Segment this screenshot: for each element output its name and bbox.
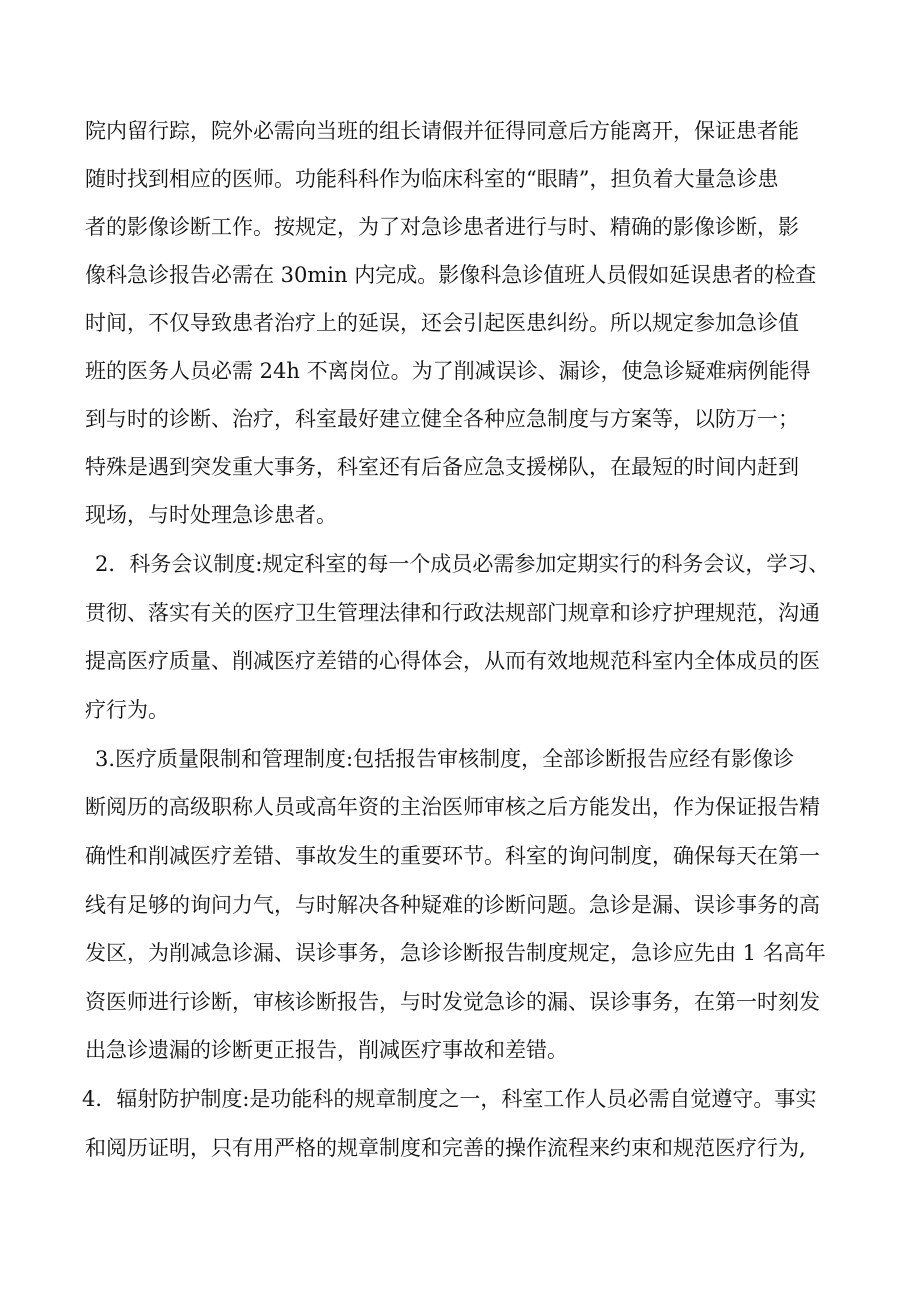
text-line: 院内留行踪，院外必需向当班的组长请假并征得同意后方能离开，保证患者能 [85,119,799,143]
text-line: 4．辐射防护制度:是功能科的规章制度之一，科室工作人员必需自觉遵守。事实 [82,1087,817,1111]
text-line: 随时找到相应的医师。功能科科作为临床科室的“眼睛”，担负着大量急诊患 [85,167,779,191]
text-line: 者的影像诊断工作。按规定，为了对急诊患者进行与时、精确的影像诊断，影 [85,215,799,239]
text-line: 贯彻、落实有关的医疗卫生管理法律和行政法规部门规章和诊疗护理规范，沟通 [85,601,820,625]
text-line: 现场，与时处理急诊患者。 [85,503,337,527]
text-line: 发区，为削减急诊漏、误诊事务，急诊诊断报告制度规定，急诊应先由 1 名高年 [85,941,826,965]
text-line: 和阅历证明，只有用严格的规章制度和完善的操作流程来约束和规范医疗行为, [85,1136,806,1160]
text-line: 提高医疗质量、削减医疗差错的心得体会，从而有效地规范科室内全体成员的医 [85,649,820,673]
text-line: 时间，不仅导致患者治疗上的延误，还会引起医患纠纷。所以规定参加急诊值 [85,311,799,335]
text-line: 线有足够的询问力气，与时解决各种疑难的诊断问题。急诊是漏、误诊事务的高 [85,893,820,917]
text-line: 出急诊遗漏的诊断更正报告，削减医疗事故和差错。 [85,1038,568,1062]
text-line: 疗行为。 [85,698,169,722]
text-line: 确性和削减医疗差错、事故发生的重要环节。科室的询问制度，确保每天在第一 [85,844,820,868]
text-line: 像科急诊报告必需在 30min 内完成。影像科急诊值班人员假如延误患者的检查 [85,263,817,287]
text-line: 班的医务人员必需 24h 不离岗位。为了削减误诊、漏诊，使急诊疑难病例能得 [85,359,811,383]
text-line: 到与时的诊断、治疗，科室最好建立健全各种应急制度与方案等，以防万一； [85,407,799,431]
text-line: 特殊是遇到突发重大事务，科室还有后备应急支援梯队，在最短的时间内赶到 [85,455,799,479]
text-line: 2．科务会议制度:规定科室的每一个成员必需参加定期实行的科务会议，学习、 [95,552,830,576]
text-line: 资医师进行诊断，审核诊断报告，与时发觉急诊的漏、误诊事务，在第一时刻发 [85,990,820,1014]
text-line: 3.医疗质量限制和管理制度:包括报告审核制度，全部诊断报告应经有影像诊 [95,747,795,771]
text-line: 断阅历的高级职称人员或高年资的主治医师审核之后方能发出，作为保证报告精 [85,795,820,819]
